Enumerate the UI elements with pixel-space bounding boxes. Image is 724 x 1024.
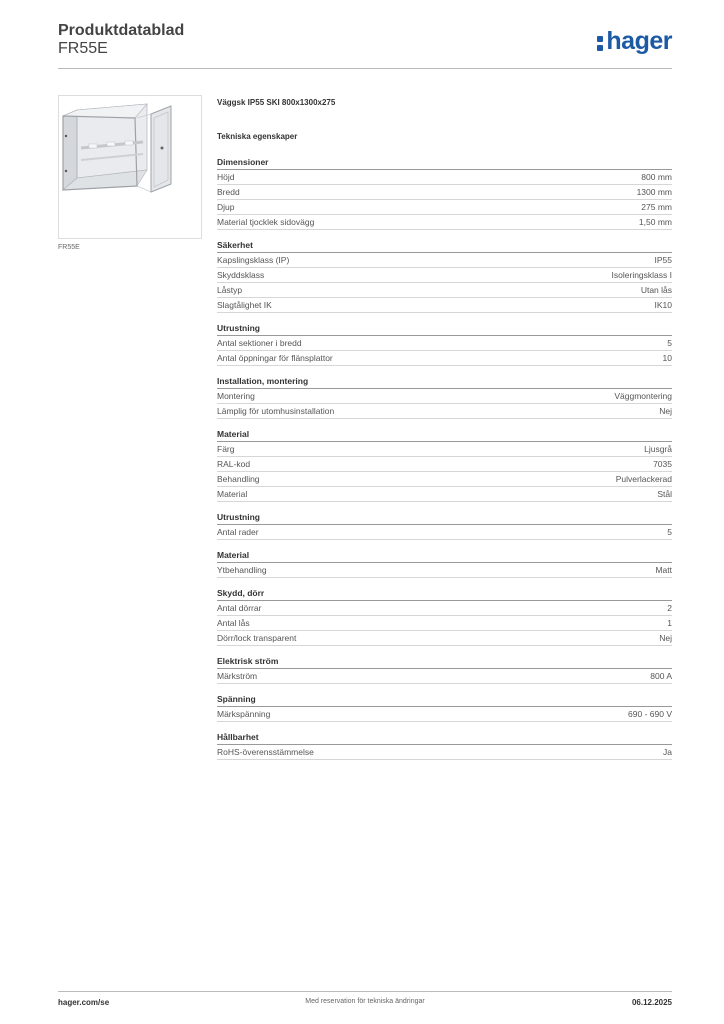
spec-value: 690 - 690 V [628,709,672,719]
enclosure-icon [59,96,201,238]
spec-title: Tekniska egenskaper [217,132,298,141]
spec-row [217,404,672,419]
product-name: Väggsk IP55 SKI 800x1300x275 [217,98,336,107]
section-heading: Material [217,428,672,442]
spec-label: Antal rader [217,527,259,537]
spec-content [217,96,672,760]
spec-value: Utan lås [640,285,672,295]
spec-sections [217,156,672,760]
spec-value: 7035 [653,459,672,469]
spec-label: RAL-kod [217,459,251,469]
spec-value: 800 mm [641,172,672,182]
section-heading: Skydd, dörr [217,587,672,601]
spec-value: 5 [667,527,672,537]
spec-label: Slagtålighet IK [217,300,272,310]
product-image [58,95,202,239]
spec-label: Låstyp [217,285,243,295]
spec-row [217,745,672,760]
spec-section [217,322,672,366]
spec-value: Nej [659,633,672,643]
spec-label: Material [217,489,248,499]
spec-row [217,185,672,200]
spec-value: 1300 mm [636,187,672,197]
spec-value: 275 mm [641,202,672,212]
spec-row [217,215,672,230]
spec-label: Märkström [217,671,258,681]
spec-section [217,511,672,540]
section-heading: Dimensioner [217,156,672,170]
spec-label: Bredd [217,187,240,197]
spec-value: 2 [667,603,672,613]
product-code: FR55E [58,40,108,57]
spec-row [217,563,672,578]
spec-label: Material tjocklek sidovägg [217,217,315,227]
spec-value: Pulverlackerad [615,474,672,484]
footer-disclaimer: Med reservation för tekniska ändringar [305,998,425,1005]
spec-value: Väggmontering [614,391,672,401]
spec-section [217,693,672,722]
section-heading: Utrustning [217,322,672,336]
spec-label: Antal öppningar för flänsplattor [217,353,333,363]
spec-row [217,616,672,631]
spec-section [217,239,672,313]
logo-colon-icon [597,28,604,54]
section-heading: Elektrisk ström [217,655,672,669]
spec-row [217,200,672,215]
footer-website: hager.com/se [58,998,110,1007]
footer-date: 06.12.2025 [631,998,672,1007]
spec-row [217,631,672,646]
section-heading: Installation, montering [217,375,672,389]
spec-row [217,525,672,540]
spec-value: Matt [655,565,672,575]
spec-label: Skyddsklass [217,270,265,280]
spec-value: 10 [662,353,672,363]
spec-label: Färg [217,444,235,454]
spec-label: Antal sektioner i bredd [217,338,302,348]
spec-value: Nej [659,406,672,416]
spec-label: Montering [217,391,255,401]
spec-label: Ytbehandling [217,565,267,575]
spec-row [217,472,672,487]
spec-row [217,601,672,616]
spec-section [217,655,672,684]
footer-divider [58,991,672,992]
spec-row [217,442,672,457]
image-caption: FR55E [58,244,80,251]
spec-value: Ja [663,747,672,757]
spec-row [217,669,672,684]
spec-value: 1 [667,618,672,628]
spec-section [217,731,672,760]
section-heading: Hållbarhet [217,731,672,745]
spec-row [217,283,672,298]
spec-label: Antal lås [217,618,250,628]
spec-row [217,170,672,185]
spec-label: Kapslingsklass (IP) [217,255,290,265]
spec-row [217,268,672,283]
spec-row [217,487,672,502]
spec-row [217,336,672,351]
spec-label: Behandling [217,474,260,484]
document-title: Produktdatablad [58,22,185,39]
spec-label: Lämplig för utomhusinstallation [217,406,335,416]
spec-row [217,298,672,313]
spec-label: RoHS-överensstämmelse [217,747,314,757]
spec-section [217,375,672,419]
section-heading: Säkerhet [217,239,672,253]
spec-row [217,707,672,722]
spec-label: Antal dörrar [217,603,262,613]
spec-value: Isoleringsklass I [611,270,672,280]
spec-row [217,457,672,472]
spec-row [217,253,672,268]
spec-value: Ljusgrå [644,444,672,454]
spec-value: 800 A [650,671,672,681]
page-header [58,20,672,70]
spec-label: Dörr/lock transparent [217,633,297,643]
spec-value: Stål [657,489,672,499]
spec-value: IP55 [654,255,672,265]
spec-label: Djup [217,202,235,212]
section-heading: Spänning [217,693,672,707]
header-divider [58,68,672,69]
spec-section [217,156,672,230]
spec-section [217,549,672,578]
spec-label: Märkspänning [217,709,271,719]
spec-row [217,351,672,366]
spec-section [217,587,672,646]
section-heading: Utrustning [217,511,672,525]
spec-row [217,389,672,404]
spec-value: IK10 [654,300,672,310]
section-heading: Material [217,549,672,563]
spec-value: 1,50 mm [638,217,672,227]
spec-section [217,428,672,502]
spec-value: 5 [667,338,672,348]
logo-text: hager [606,26,672,55]
hager-logo [597,28,672,54]
spec-label: Höjd [217,172,235,182]
